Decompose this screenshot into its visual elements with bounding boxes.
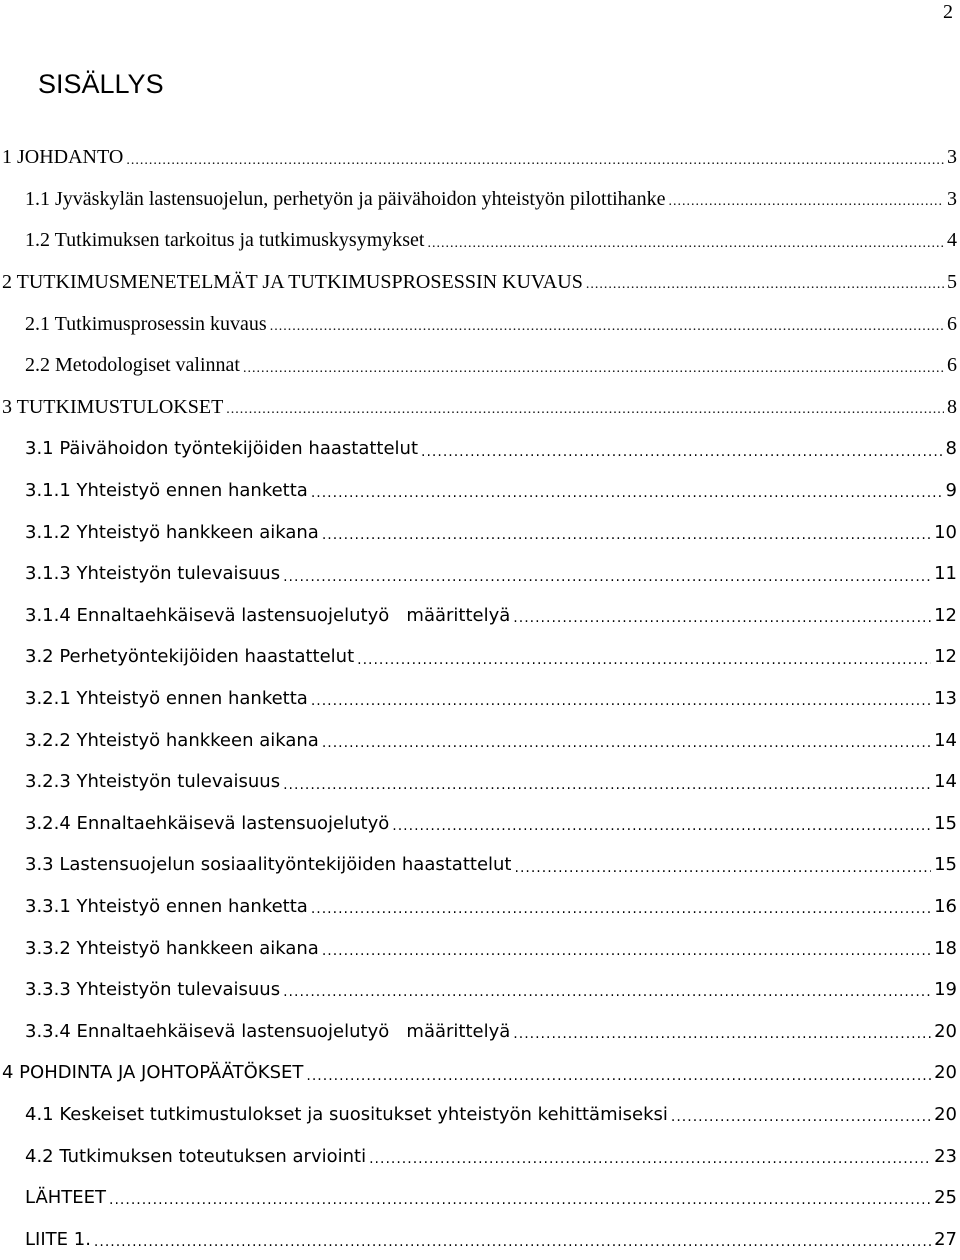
toc-entry-page: 6: [947, 312, 957, 335]
toc-entry-label: 3.3 Lastensuojelun sosiaalityöntekijöiden haastattelut: [25, 854, 512, 876]
toc-entry-page: 20: [934, 1062, 957, 1084]
toc-entry-label: 4.1 Keskeiset tutkimustulokset ja suositukset yhteistyön kehittämiseksi: [25, 1103, 668, 1125]
toc-dot-leader: [515, 861, 932, 886]
toc-dot-leader: [270, 320, 944, 345]
toc-dot-leader: [311, 902, 931, 927]
toc-entry-label: 3.1.3 Yhteistyön tulevaisuus: [25, 563, 281, 585]
toc-entry-page: 4: [947, 229, 957, 252]
toc-dot-leader: [392, 819, 931, 844]
toc-entry[interactable]: [0, 886, 960, 928]
toc-entry-label: 2.2 Metodologiset valinnat: [25, 354, 240, 377]
toc-entry-page: 9: [945, 480, 957, 502]
toc-entry-label: LÄHTEET: [25, 1187, 107, 1209]
toc-entry-label: 3.1.1 Yhteistyö ennen hanketta: [25, 480, 308, 502]
toc-entry-label: 3.1 Päivähoidon työntekijöiden haastattelut: [25, 438, 419, 460]
toc-entry[interactable]: [0, 303, 960, 345]
toc-entry-page: 14: [934, 771, 957, 793]
toc-entry-label: 4.2 Tutkimuksen toteutuksen arviointi: [25, 1145, 367, 1167]
toc-entry-label: 3.3.2 Yhteistyö hankkeen aikana: [25, 937, 319, 959]
toc-dot-leader: [513, 1027, 931, 1052]
toc-entry-label: 3.3.1 Yhteistyö ennen hanketta: [25, 895, 308, 917]
toc-dot-leader: [322, 736, 931, 761]
toc-dot-leader: [109, 1193, 931, 1218]
toc-dot-leader: [357, 653, 931, 678]
toc-entry-label: 4 POHDINTA JA JOHTOPÄÄTÖKSET: [2, 1062, 304, 1084]
toc-dot-leader: [311, 486, 943, 511]
toc-entry-label: 3.2.2 Yhteistyö hankkeen aikana: [25, 729, 319, 751]
toc-entry-page: 3: [947, 146, 957, 169]
toc-entry-label: 3.1.2 Yhteistyö hankkeen aikana: [25, 521, 319, 543]
toc-entry[interactable]: [0, 428, 960, 470]
toc-dot-leader: [283, 778, 931, 803]
toc-entry-page: 12: [934, 646, 957, 668]
toc-entry[interactable]: [0, 927, 960, 969]
toc-dot-leader: [283, 570, 931, 595]
toc-entry-page: 6: [947, 354, 957, 377]
toc-entry[interactable]: [0, 345, 960, 387]
toc-entry[interactable]: [0, 595, 960, 637]
toc-dot-leader: [369, 1152, 931, 1177]
toc-entry[interactable]: [0, 844, 960, 886]
toc-entry-label: 3 TUTKIMUSTULOKSET: [2, 395, 224, 418]
toc-entry-page: 16: [934, 895, 957, 917]
toc-entry-page: 8: [945, 438, 957, 460]
toc-entry-label: 2 TUTKIMUSMENETELMÄT JA TUTKIMUSPROSESSIN KUVAUS: [2, 271, 583, 294]
toc-entry[interactable]: [0, 636, 960, 678]
toc-entry[interactable]: [0, 470, 960, 512]
toc-entry[interactable]: [0, 262, 960, 304]
toc-entry-label: 3.2.3 Yhteistyön tulevaisuus: [25, 771, 281, 793]
toc-entry-label: 1.1 Jyväskylän lastensuojelun, perhetyön ja päivähoidon yhteistyön pilottihanke: [25, 187, 666, 210]
toc-entry[interactable]: [0, 553, 960, 595]
toc-entry[interactable]: [0, 1094, 960, 1136]
toc-entry-page: 20: [934, 1103, 957, 1125]
toc-entry[interactable]: [0, 969, 960, 1011]
toc-entry-page: 15: [934, 812, 957, 834]
toc-entry-page: 5: [947, 271, 957, 294]
toc-entry-label: LIITE 1.: [25, 1228, 91, 1250]
toc-entry-page: 23: [934, 1145, 957, 1167]
toc-entry[interactable]: [0, 678, 960, 720]
toc-entry-page: 12: [934, 604, 957, 626]
toc-entry-page: 8: [947, 395, 957, 418]
toc-entry-label: 1.2 Tutkimuksen tarkoitus ja tutkimuskysymykset: [25, 229, 425, 252]
toc-entry-label: 3.2.4 Ennaltaehkäisevä lastensuojelutyö: [25, 812, 390, 834]
toc-dot-leader: [586, 278, 944, 303]
toc-dot-leader: [668, 195, 944, 220]
toc-entry[interactable]: [0, 1052, 960, 1094]
page-number: 2: [943, 1, 953, 23]
toc-dot-leader: [243, 362, 944, 387]
toc-entry[interactable]: [0, 220, 960, 262]
toc-entry-page: 14: [934, 729, 957, 751]
toc-entry-page: 11: [934, 563, 957, 585]
toc-dot-leader: [306, 1069, 931, 1094]
toc-entry[interactable]: [0, 803, 960, 845]
toc-entry-label: 3.1.4 Ennaltaehkäisevä lastensuojelutyö määrittelyä: [25, 604, 511, 626]
toc-entry[interactable]: [0, 719, 960, 761]
toc-dot-leader: [322, 528, 931, 553]
toc-dot-leader: [513, 611, 931, 636]
toc-entry-label: 3.2.1 Yhteistyö ennen hanketta: [25, 688, 308, 710]
toc-entry-page: 10: [934, 521, 957, 543]
toc-entry-page: 18: [934, 937, 957, 959]
toc-entry-page: 27: [934, 1228, 957, 1250]
toc-entry[interactable]: [0, 761, 960, 803]
toc-entry-label: 1 JOHDANTO: [2, 146, 124, 169]
toc-entry[interactable]: [0, 1135, 960, 1177]
toc-entry[interactable]: [0, 1218, 960, 1260]
table-of-contents: [0, 137, 960, 1260]
toc-entry[interactable]: [0, 179, 960, 221]
toc-dot-leader: [322, 944, 931, 969]
toc-entry-page: 15: [934, 854, 957, 876]
toc-entry-page: 20: [934, 1020, 957, 1042]
toc-entry[interactable]: [0, 1010, 960, 1052]
toc-entry-label: 3.2 Perhetyöntekijöiden haastattelut: [25, 646, 355, 668]
toc-entry[interactable]: [0, 387, 960, 429]
toc-dot-leader: [427, 237, 944, 262]
toc-dot-leader: [283, 985, 931, 1010]
toc-entry-label: 2.1 Tutkimusprosessin kuvaus: [25, 312, 267, 335]
toc-entry[interactable]: [0, 511, 960, 553]
toc-entry-label: 3.3.3 Yhteistyön tulevaisuus: [25, 979, 281, 1001]
toc-dot-leader: [421, 445, 943, 470]
toc-entry-page: 25: [934, 1187, 957, 1209]
toc-entry-page: 13: [934, 688, 957, 710]
toc-dot-leader: [126, 154, 944, 179]
toc-dot-leader: [311, 694, 931, 719]
toc-entry[interactable]: [0, 1177, 960, 1219]
toc-dot-leader: [226, 403, 944, 428]
toc-entry[interactable]: [0, 137, 960, 179]
toc-dot-leader: [671, 1110, 931, 1135]
toc-entry-label: 3.3.4 Ennaltaehkäisevä lastensuojelutyö määrittelyä: [25, 1020, 511, 1042]
toc-dot-leader: [94, 1235, 931, 1260]
toc-entry-page: 19: [934, 979, 957, 1001]
toc-title: SISÄLLYS: [38, 69, 164, 99]
toc-entry-page: 3: [947, 187, 957, 210]
